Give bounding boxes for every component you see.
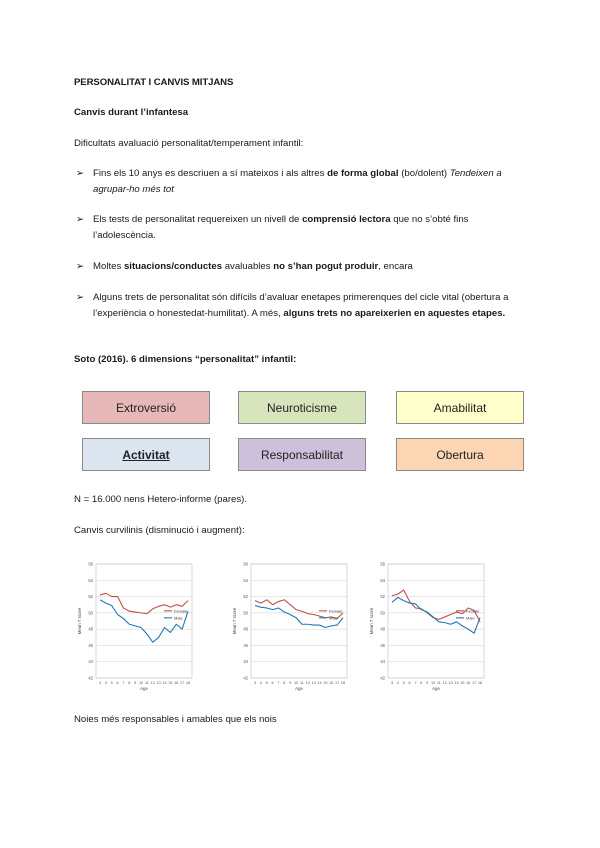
x-tick-label: 5 <box>265 681 268 685</box>
y-tick-label: 46 <box>380 642 385 648</box>
y-tick-label: 46 <box>243 642 248 648</box>
dimension-label: Activitat <box>122 447 170 462</box>
x-tick-label: 11 <box>436 681 441 685</box>
y-tick-label: 50 <box>88 610 93 616</box>
y-tick-label: 52 <box>380 594 385 600</box>
legend-label: Male <box>329 615 338 621</box>
x-axis-label: Age <box>295 686 303 691</box>
dimension-box-neuroticisme <box>238 391 366 424</box>
x-tick-label: 14 <box>454 681 459 685</box>
y-tick-label: 52 <box>88 594 93 600</box>
x-tick-label: 9 <box>289 681 292 685</box>
final-text: Noies més responsables i amables que els nois <box>74 714 277 725</box>
x-tick-label: 4 <box>396 681 399 685</box>
y-tick-label: 52 <box>243 594 248 600</box>
dimension-label: Neuroticisme <box>266 400 338 415</box>
x-tick-label: 15 <box>323 681 328 685</box>
y-axis-label: Mean T score <box>232 607 237 635</box>
x-tick-label: 7 <box>277 681 280 685</box>
bullet-text: , encara <box>378 261 413 272</box>
x-tick-label: 11 <box>299 681 304 685</box>
x-tick-label: 3 <box>98 681 102 685</box>
y-tick-label: 42 <box>380 675 385 681</box>
arrow-bullet-icon: ➢ <box>76 261 85 272</box>
x-tick-label: 8 <box>283 681 286 685</box>
x-tick-label: 18 <box>185 681 191 685</box>
bullet-bold: comprensió lectora <box>302 214 391 225</box>
x-tick-label: 15 <box>460 681 465 685</box>
x-tick-label: 16 <box>466 681 471 685</box>
dimension-label: Responsabilitat <box>260 447 344 462</box>
x-tick-label: 10 <box>430 681 436 685</box>
bullet-text: Alguns trets de personalitat són difícils d’avaluar enetapes primerenques del cicle vital (obertura a l’experiència o honestedat-humilitat). A més, <box>93 292 509 319</box>
x-tick-label: 10 <box>293 681 299 685</box>
x-axis-label: Age <box>140 686 148 691</box>
x-tick-label: 3 <box>390 681 394 685</box>
bullet-item-situacions <box>76 259 525 275</box>
y-tick-label: 48 <box>380 626 385 632</box>
bullet-text: (bo/dolent) <box>398 168 450 179</box>
intro-text: Dificultats avaluació personalitat/temperament infantil: <box>74 138 304 149</box>
bullet-text: avaluables <box>222 261 274 272</box>
bullet-bold: de forma global <box>327 168 399 179</box>
dimension-box-responsabilitat <box>238 438 366 471</box>
section-subtitle: Canvis durant l’infantesa <box>74 107 189 118</box>
x-tick-label: 16 <box>329 681 334 685</box>
x-tick-label: 5 <box>402 681 405 685</box>
bullet-text: que no s’obté fins l’adolescència. <box>93 214 469 241</box>
line-chart-2 <box>231 556 351 696</box>
bullet-bold: no s’han pogut produir <box>273 261 379 272</box>
dimension-label: Amabilitat <box>433 400 487 415</box>
x-tick-label: 7 <box>122 681 125 685</box>
x-tick-label: 4 <box>259 681 262 685</box>
legend-label: Female <box>329 608 343 614</box>
arrow-bullet-icon: ➢ <box>76 292 85 303</box>
x-axis-label: Age <box>432 686 440 691</box>
x-tick-label: 18 <box>477 681 483 685</box>
y-tick-label: 54 <box>243 577 248 583</box>
sample-size-text: N = 16.000 nens Hetero-informe (pares). <box>74 494 248 505</box>
legend-label: Male <box>174 615 183 621</box>
x-tick-label: 15 <box>168 681 173 685</box>
x-tick-label: 3 <box>253 681 257 685</box>
arrow-bullet-icon: ➢ <box>76 214 85 225</box>
bullet-text: Els tests de personalitat requereixen un nivell de <box>93 214 303 225</box>
x-tick-label: 5 <box>110 681 113 685</box>
x-tick-label: 12 <box>150 681 155 685</box>
bullet-text: Fins els 10 anys es descriuen a sí mateixos i als altres <box>93 168 328 179</box>
x-tick-label: 8 <box>128 681 131 685</box>
y-tick-label: 54 <box>380 577 385 583</box>
x-tick-label: 13 <box>156 681 161 685</box>
arrow-bullet-icon: ➢ <box>76 168 85 179</box>
x-tick-label: 7 <box>414 681 417 685</box>
x-tick-label: 13 <box>311 681 316 685</box>
canvis-text: Canvis curvilinis (disminució i augment): <box>74 525 245 536</box>
y-tick-label: 48 <box>243 626 248 632</box>
legend-label: Male <box>466 615 475 621</box>
bullet-item-trets <box>76 290 525 322</box>
bullet-italic: Tendeixen a agrupar-ho més tot <box>93 168 502 195</box>
legend-label: Female <box>174 608 188 614</box>
dimension-box-obertura <box>396 438 524 471</box>
x-tick-label: 4 <box>104 681 107 685</box>
y-tick-label: 42 <box>243 675 248 681</box>
bullet-item-global <box>76 166 525 198</box>
bullet-bold: situacions/conductes <box>123 261 223 272</box>
y-tick-label: 56 <box>88 561 93 567</box>
x-tick-label: 17 <box>335 681 340 685</box>
y-tick-label: 56 <box>380 561 385 567</box>
x-tick-label: 13 <box>448 681 453 685</box>
y-tick-label: 54 <box>88 577 93 583</box>
x-tick-label: 6 <box>271 681 274 685</box>
bullet-text: Moltes <box>93 261 124 272</box>
y-tick-label: 46 <box>88 642 93 648</box>
x-tick-label: 14 <box>317 681 322 685</box>
dimension-label: Extroversió <box>115 400 177 415</box>
series-line-male <box>100 600 188 642</box>
dimension-label: Obertura <box>436 447 484 462</box>
x-tick-label: 16 <box>174 681 179 685</box>
x-tick-label: 17 <box>180 681 185 685</box>
x-tick-label: 6 <box>116 681 119 685</box>
x-tick-label: 10 <box>138 681 144 685</box>
y-axis-label: Mean T score <box>369 607 374 635</box>
x-tick-label: 9 <box>134 681 137 685</box>
line-chart-3 <box>368 556 488 696</box>
dimension-box-extroversio <box>82 391 210 424</box>
x-tick-label: 9 <box>426 681 429 685</box>
line-chart-1 <box>76 556 196 696</box>
x-tick-label: 12 <box>305 681 310 685</box>
soto-heading: Soto (2016). 6 dimensions “personalitat” infantil: <box>74 354 297 365</box>
x-tick-label: 12 <box>442 681 447 685</box>
y-tick-label: 44 <box>380 659 385 665</box>
y-tick-label: 50 <box>243 610 248 616</box>
x-tick-label: 8 <box>420 681 423 685</box>
bullet-bold: alguns trets no apareixerien en aquestes etapes. <box>283 308 506 319</box>
y-tick-label: 56 <box>243 561 248 567</box>
y-tick-label: 50 <box>380 610 385 616</box>
dimension-box-activitat <box>82 438 210 471</box>
y-tick-label: 44 <box>243 659 248 665</box>
plot-frame <box>388 564 484 678</box>
y-axis-label: Mean T score <box>77 607 82 635</box>
y-tick-label: 44 <box>88 659 93 665</box>
y-tick-label: 42 <box>88 675 93 681</box>
x-tick-label: 18 <box>340 681 346 685</box>
legend-label: Female <box>466 608 480 614</box>
x-tick-label: 14 <box>162 681 167 685</box>
x-tick-label: 6 <box>408 681 411 685</box>
document-title: PERSONALITAT I CANVIS MITJANS <box>74 77 234 88</box>
y-tick-label: 48 <box>88 626 93 632</box>
x-tick-label: 17 <box>472 681 477 685</box>
plot-frame <box>96 564 192 678</box>
x-tick-label: 11 <box>144 681 149 685</box>
bullet-item-comprensio <box>76 212 525 244</box>
dimension-box-amabilitat <box>396 391 524 424</box>
